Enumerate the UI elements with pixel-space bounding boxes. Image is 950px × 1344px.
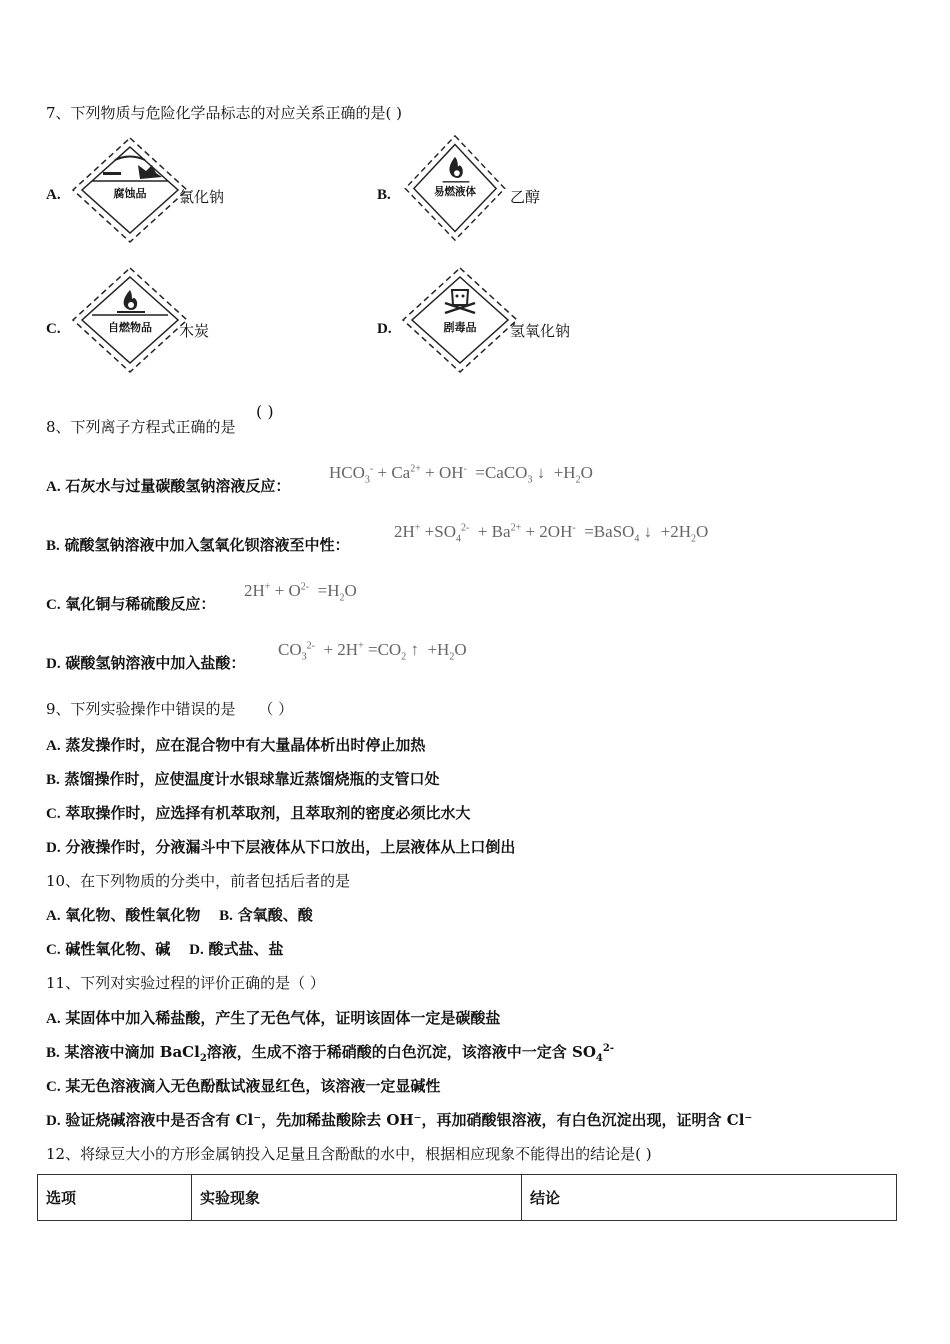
q11-option-c-text: 某无色溶液滴入无色酚酞试液显红色，该溶液一定显碱性 [65, 1077, 441, 1095]
q11-option-b-label: B. [46, 1045, 60, 1061]
q7-stem: 7、下列物质与危险化学品标志的对应关系正确的是( ) [46, 104, 403, 122]
q8-option-d-text: 碳酸氢钠溶液中加入盐酸： [65, 654, 246, 672]
q9-option-a-text: 蒸发操作时，应在混合物中有大量晶体析出时停止加热 [65, 736, 426, 754]
spontaneous-combustion-sign-text: 自燃物品 [108, 321, 152, 334]
q9-option-b-label: B. [46, 772, 60, 788]
q9-option-c [46, 802, 470, 823]
q8-stem: 8、下列离子方程式正确的是 [46, 418, 236, 436]
q10-option-c-label: C. [46, 942, 61, 958]
q7-option-a-substance: 氯化钠 [179, 188, 225, 206]
q9-stem-text: 9、下列实验操作中错误的是 [46, 700, 236, 718]
q11-option-a-label: A. [46, 1011, 61, 1027]
q10-option-c-text: 碱性氧化物、碱 [65, 940, 171, 958]
q10-stem: 10、在下列物质的分类中，前者包括后者的是 [46, 872, 351, 890]
q8-option-c-text: 氧化铜与稀硫酸反应： [65, 595, 216, 613]
q8-formula-c: $2H^+ + O^{2-} =H_2O$ [244, 581, 357, 604]
q8-option-a-label: A. [46, 479, 61, 495]
corrosive-sign-icon [70, 135, 190, 245]
q10-option-a-label: A. [46, 908, 61, 924]
q8-option-c [46, 593, 215, 614]
spontaneous-combustion-sign-icon [70, 265, 190, 375]
q10-options-line1 [46, 904, 313, 925]
q9-option-b [46, 768, 440, 789]
q9-option-a-label: A. [46, 738, 61, 754]
q11-option-b-text-pre: 某溶液中滴加 BaCl [64, 1043, 200, 1061]
q9-option-d [46, 836, 515, 857]
q11-option-d [46, 1109, 752, 1130]
q12-table [37, 1174, 897, 1221]
q9-option-b-text: 蒸馏操作时，应使温度计水银球靠近蒸馏烧瓶的支管口处 [64, 770, 440, 788]
q8-option-d [46, 652, 245, 673]
flammable-liquid-sign-text: 易燃液体 [433, 186, 477, 199]
q7-option-b-label: B. [377, 187, 391, 203]
q11-option-b-sub: 2 [199, 1053, 207, 1064]
q10-option-d-text: 酸式盐、盐 [208, 940, 284, 958]
q8-formula-b: $2H^+ +SO_4^{2-} + Ba^{2+} + 2OH^-$ =BaSO$_4$ ↓ $+2H_2O$ [394, 522, 709, 545]
q8-formula-a: $HCO_3^- + Ca^{2+} + OH^-$ =CaCO$_3$ ↓ $+H_2O$ [329, 463, 593, 486]
q10-option-a-text: 氧化物、酸性氧化物 [65, 906, 201, 924]
q7-option-c-substance: 木炭 [179, 322, 210, 340]
q11-option-d-label: D. [46, 1113, 61, 1129]
flammable-liquid-sign-icon [400, 133, 510, 243]
q11-option-a-text: 某固体中加入稀盐酸，产生了无色气体，证明该固体一定是碳酸盐 [65, 1009, 501, 1027]
q8-option-b-label: B. [46, 538, 60, 554]
q8-option-d-label: D. [46, 656, 61, 672]
q9-option-d-text: 分液操作时，分液漏斗中下层液体从下口放出，上层液体从上口倒出 [65, 838, 516, 856]
table-header-option: 选项 [38, 1175, 192, 1221]
q8-option-b [46, 534, 350, 555]
q11-option-b-sup2: 2- [602, 1043, 614, 1054]
q10-option-b-label: B. [219, 908, 233, 924]
q8-option-a [46, 475, 290, 496]
q12-stem: 12、将绿豆大小的方形金属钠投入足量且含酚酞的水中，根据相应现象不能得出的结论是( ) [46, 1145, 652, 1163]
q11-stem: 11、下列对实验过程的评价正确的是（ ） [46, 974, 325, 992]
q9-option-c-label: C. [46, 806, 61, 822]
q9-option-c-text: 萃取操作时，应选择有机萃取剂，且萃取剂的密度必须比水大 [65, 804, 471, 822]
q7-option-c-label: C. [46, 321, 61, 337]
q9-stem [46, 698, 293, 719]
toxic-sign-text: 剧毒品 [443, 321, 477, 334]
q11-option-a [46, 1007, 500, 1028]
q8-option-b-text: 硫酸氢钠溶液中加入氢氧化钡溶液至中性： [64, 536, 350, 554]
q10-option-b-text: 含氧酸、酸 [237, 906, 313, 924]
q7-option-b-substance: 乙醇 [510, 188, 541, 206]
toxic-sign-icon [400, 265, 520, 375]
q9-option-d-label: D. [46, 840, 61, 856]
q8-formula-d: $CO_3^{2-} + 2H^+ =CO_2$ ↑ $+H_2O$ [278, 640, 467, 663]
q11-option-b-text-mid: 溶液，生成不溶于稀硝酸的白色沉淀，该溶液中一定含 SO [206, 1043, 596, 1061]
q11-option-b [46, 1041, 614, 1064]
table-header-row [38, 1175, 897, 1221]
corrosive-sign-text: 腐蚀品 [113, 187, 147, 200]
q7-option-d-substance: 氢氧化钠 [510, 322, 571, 340]
table-header-conclusion: 结论 [522, 1175, 897, 1221]
q8-option-a-text: 石灰水与过量碳酸氢钠溶液反应： [65, 477, 291, 495]
q7-option-d-label: D. [377, 321, 392, 337]
q11-option-c [46, 1075, 440, 1096]
q11-option-d-text: 验证烧碱溶液中是否含有 Cl⁻，先加稀盐酸除去 OH⁻，再加硝酸银溶液，有白色沉淀出现，证明含 Cl⁻ [65, 1111, 753, 1129]
q11-option-c-label: C. [46, 1079, 61, 1095]
q10-option-d-label: D. [189, 942, 204, 958]
q8-answer-paren: ( ) [256, 402, 274, 421]
q8-option-c-label: C. [46, 597, 61, 613]
q10-options-line2 [46, 938, 284, 959]
q9-option-a [46, 734, 425, 755]
q11-option-b-sub2: 4 [595, 1053, 603, 1064]
q9-answer-paren: （ ） [258, 700, 294, 718]
q7-option-a-label: A. [46, 187, 61, 203]
table-header-phenomenon: 实验现象 [192, 1175, 522, 1221]
